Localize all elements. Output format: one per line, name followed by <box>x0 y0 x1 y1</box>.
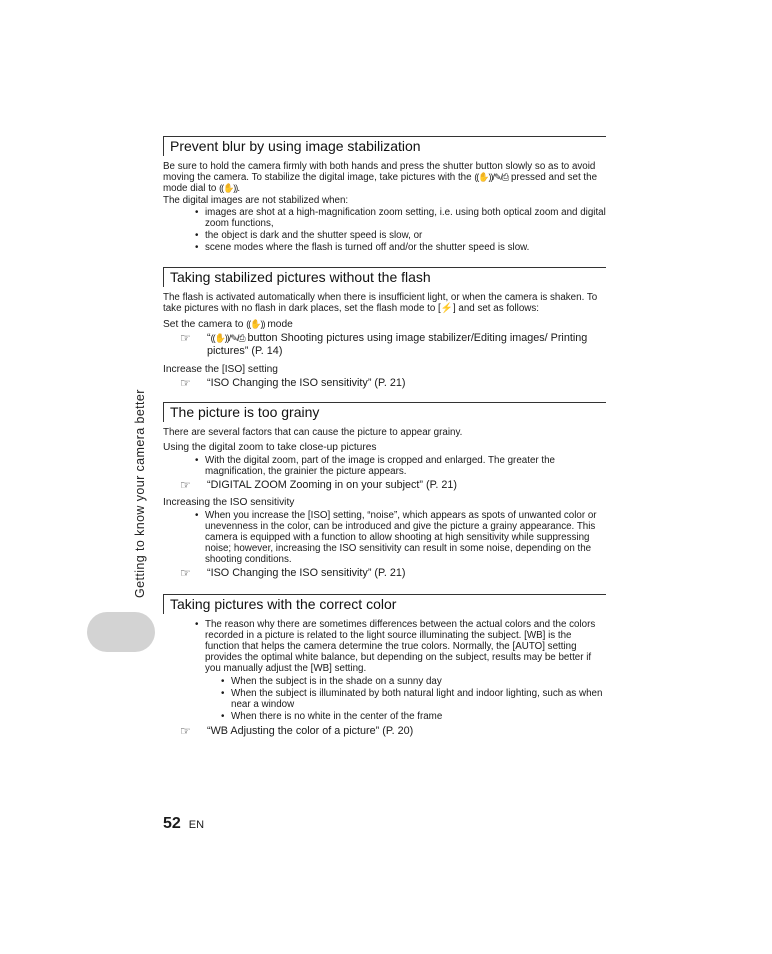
hand-pointer-icon: ☞ <box>180 376 191 391</box>
hand-pointer-icon: ☞ <box>180 565 191 580</box>
side-chapter-label: Getting to know your camera better <box>133 389 147 598</box>
list-item: • scene modes where the flash is turned off and/or the shutter speed is slow. <box>195 242 608 253</box>
page-content <box>163 136 608 738</box>
section-heading-color: Taking pictures with the correct color <box>163 594 606 614</box>
section-heading-stabilization: Prevent blur by using image stabilization <box>163 136 606 156</box>
cross-reference[interactable]: ☞ “ISO Changing the ISO sensitivity” (P. 21) <box>180 565 406 580</box>
list-item: • When there is no white in the center of the frame <box>221 711 608 722</box>
image-stabilizer-icon: ((✋))/✎/⎙ <box>474 172 509 183</box>
paragraph: There are several factors that can cause the picture to appear grainy. <box>163 427 463 439</box>
list-item: • When the subject is in the shade on a sunny day <box>221 676 608 687</box>
bullet-list <box>163 455 608 477</box>
cross-reference[interactable]: ☞ “ISO Changing the ISO sensitivity” (P. 21) <box>180 376 406 391</box>
section-tab-marker <box>87 612 155 652</box>
section-heading-grainy: The picture is too grainy <box>163 402 606 422</box>
subheading: Using the digital zoom to take close-up pictures <box>163 442 377 454</box>
image-stabilizer-icon: ((✋))/✎/⎙ <box>210 333 245 344</box>
image-stabilizer-icon: ((✋)) <box>219 183 238 194</box>
list-item: • When the subject is illuminated by both natural light and indoor lighting, such as when near a window <box>221 688 608 710</box>
bullet-list <box>163 619 608 675</box>
section-heading-no-flash: Taking stabilized pictures without the flash <box>163 267 606 287</box>
page-footer <box>163 815 204 833</box>
hand-pointer-icon: ☞ <box>180 477 191 492</box>
bullet-list <box>163 207 608 254</box>
cross-reference[interactable]: ☞ “WB Adjusting the color of a picture” (P. 20) <box>180 724 414 739</box>
paragraph: Be sure to hold the camera firmly with both hands and press the shutter button slowly so as to avoid moving the camera. To stabilize the digital image, take pictures with the ((✋))/✎/⎙ pressed and set the mode dial to ((✋)). <box>163 161 598 195</box>
subheading: Increasing the ISO sensitivity <box>163 496 295 508</box>
list-item: • When you increase the [ISO] setting, “noise”, which appears as spots of unwanted color or unevenness in the color, can be introduced and give the picture a grainy appearance. This camera is equipped with a function to allow shooting at high sensitivity while suppressing noise; however, increasing the ISO sensitivity can result in some noise, depending on the shooting conditions. <box>195 510 608 566</box>
page-number: 52 <box>163 815 181 832</box>
cross-reference[interactable]: ☞ “((✋))/✎/⎙ button Shooting pictures using image stabilizer/Editing images/ Printing pictures” (P. 14) <box>180 331 588 358</box>
flash-off-icon: ⚡ <box>440 302 453 314</box>
paragraph: The digital images are not stabilized when: <box>163 194 349 206</box>
cross-reference[interactable]: ☞ “DIGITAL ZOOM Zooming in on your subject” (P. 21) <box>180 477 458 492</box>
subheading: Set the camera to ((✋)) mode <box>163 319 293 331</box>
language-code: EN <box>188 819 205 831</box>
subheading: Increase the [ISO] setting <box>163 364 278 376</box>
bullet-list <box>163 510 608 566</box>
hand-pointer-icon: ☞ <box>180 331 191 346</box>
hand-pointer-icon: ☞ <box>180 724 191 739</box>
list-item: • The reason why there are sometimes differences between the actual colors and the colors recorded in a picture is related to the light source illuminating the subject. [WB] is the function that helps the camera determine the true colors. Normally, the [AUTO] setting provides the optimal white balance, but depending on the subject, results may be better if you manually adjust the [WB] setting. <box>195 619 608 675</box>
list-item: • images are shot at a high-magnification zoom setting, i.e. using both optical zoom and digital zoom functions, <box>195 207 608 229</box>
paragraph: The flash is activated automatically when there is insufficient light, or when the camera is shaken. To take pictures with no flash in dark places, set the flash mode to [⚡] and set as follows: <box>163 291 598 314</box>
list-item: • the object is dark and the shutter speed is slow, or <box>195 230 608 241</box>
image-stabilizer-icon: ((✋)) <box>246 319 265 330</box>
list-item: • With the digital zoom, part of the image is cropped and enlarged. The greater the magnification, the grainier the picture appears. <box>195 455 608 477</box>
bullet-list-nested <box>163 676 608 723</box>
